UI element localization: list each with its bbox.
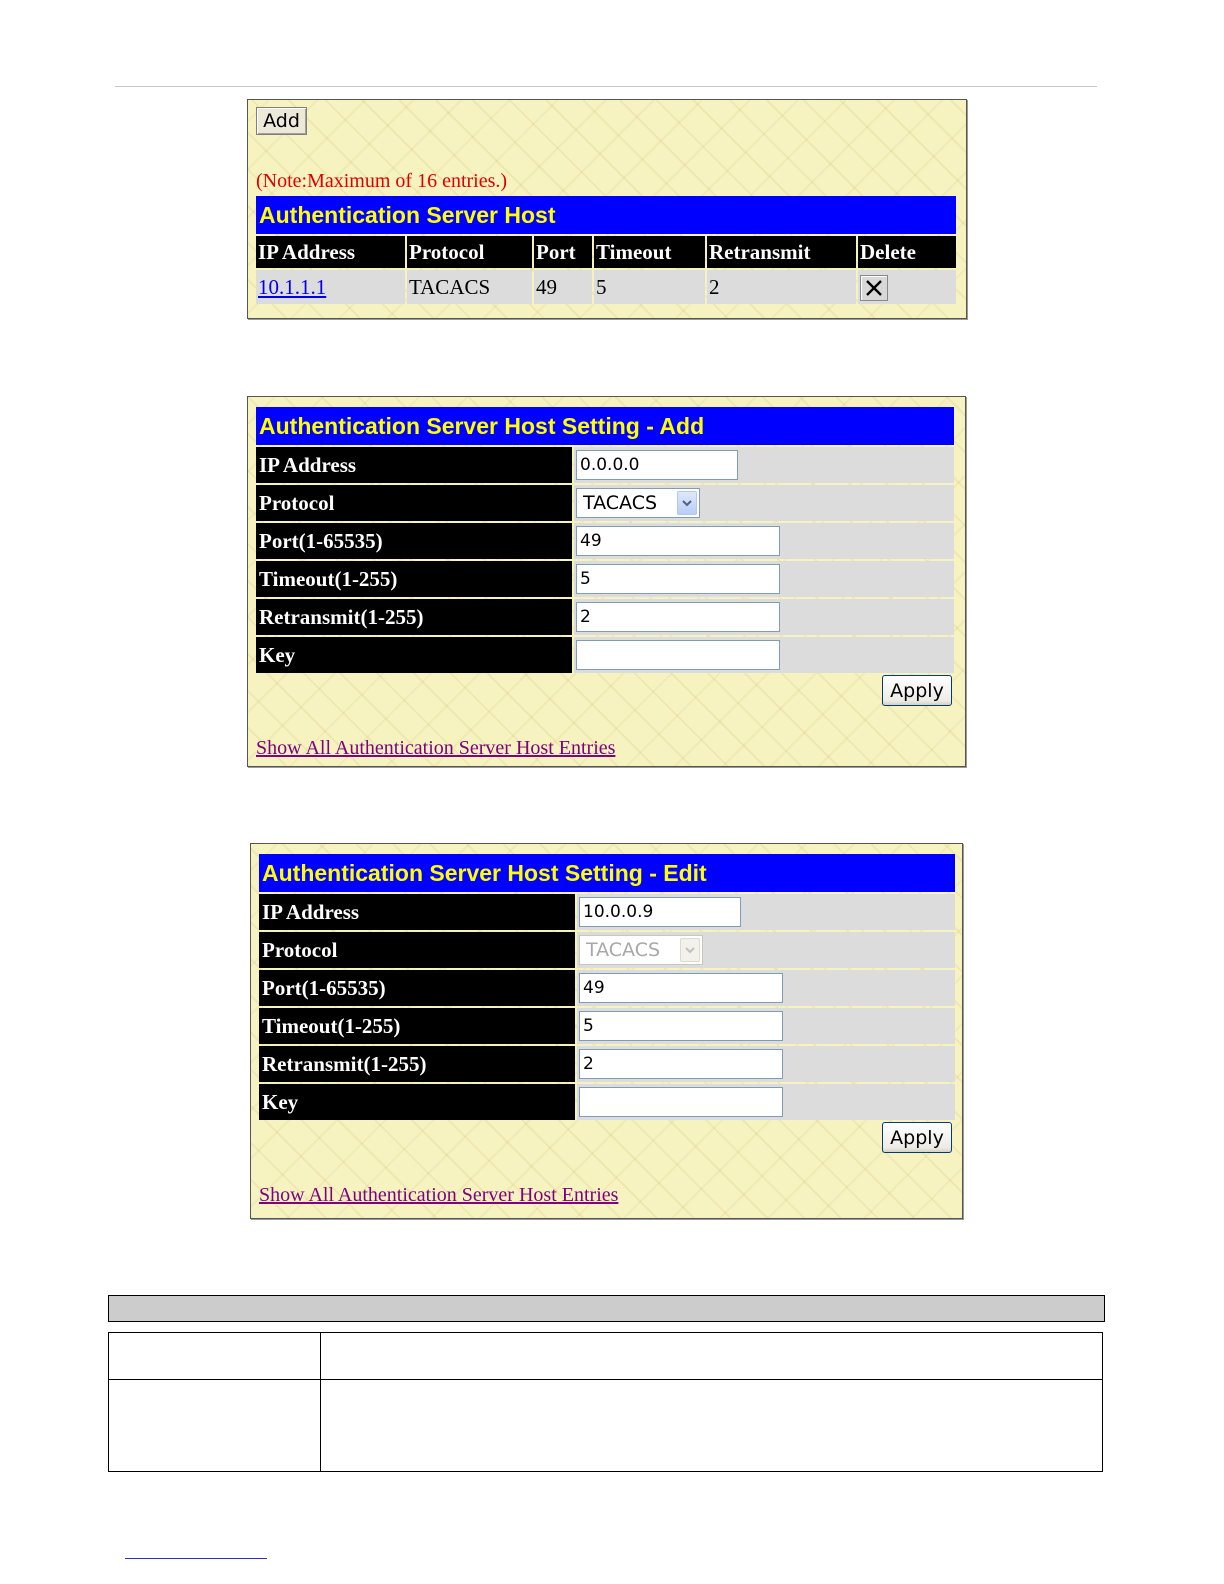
add-panel-title: Authentication Server Host Setting - Add [256, 407, 954, 445]
protocol-selected-value: TACACS [586, 939, 661, 961]
apply-button[interactable]: Apply [882, 675, 952, 706]
retransmit-row [259, 1046, 955, 1082]
timeout-input[interactable] [576, 564, 780, 594]
parameter-table-row-divider [109, 1379, 1102, 1380]
table-row [256, 270, 956, 304]
retransmit-input[interactable] [579, 1049, 783, 1079]
key-row [256, 637, 954, 673]
col-ip-address: IP Address [256, 236, 405, 268]
host-port: 49 [534, 270, 592, 304]
timeout-row [259, 1008, 955, 1044]
protocol-label: Protocol [259, 932, 575, 968]
key-label: Key [259, 1084, 575, 1120]
retransmit-row [256, 599, 954, 635]
col-protocol: Protocol [407, 236, 532, 268]
delete-x-icon [865, 279, 883, 297]
apply-button[interactable]: Apply [882, 1122, 952, 1153]
parameter-table-column-divider [320, 1333, 321, 1471]
timeout-label: Timeout(1-255) [259, 1008, 575, 1044]
protocol-select[interactable] [576, 488, 700, 518]
ip-address-row [256, 447, 954, 483]
show-all-entries-link[interactable]: Show All Authentication Server Host Entries [259, 1184, 619, 1206]
col-retransmit: Retransmit [707, 236, 856, 268]
host-protocol: TACACS [407, 270, 532, 304]
add-button[interactable]: Add [256, 107, 307, 135]
port-input[interactable] [576, 526, 780, 556]
parameter-table-header [108, 1295, 1105, 1322]
delete-button[interactable] [860, 275, 888, 301]
header-rule [115, 86, 1097, 87]
max-entries-note: (Note:Maximum of 16 entries.) [256, 170, 508, 192]
footer-link-rule [125, 1558, 267, 1559]
col-timeout: Timeout [594, 236, 705, 268]
edit-panel-title: Authentication Server Host Setting - Edit [259, 854, 955, 892]
ip-address-label: IP Address [259, 894, 575, 930]
protocol-row [256, 485, 954, 521]
port-label: Port(1-65535) [259, 970, 575, 1006]
col-port: Port [534, 236, 592, 268]
list-table-title: Authentication Server Host [256, 196, 956, 234]
protocol-select-disabled [579, 935, 703, 965]
parameter-table [108, 1332, 1103, 1472]
auth-server-host-list-panel [247, 99, 967, 319]
auth-server-host-edit-panel [250, 843, 963, 1219]
chevron-down-icon [680, 938, 700, 962]
port-row [259, 970, 955, 1006]
ip-address-input[interactable] [576, 450, 738, 480]
col-delete: Delete [858, 236, 956, 268]
retransmit-input[interactable] [576, 602, 780, 632]
show-all-entries-link[interactable]: Show All Authentication Server Host Entries [256, 737, 616, 759]
retransmit-label: Retransmit(1-255) [259, 1046, 575, 1082]
key-row [259, 1084, 955, 1120]
host-retransmit: 2 [707, 270, 856, 304]
auth-server-host-add-panel [247, 396, 966, 767]
port-label: Port(1-65535) [256, 523, 572, 559]
timeout-label: Timeout(1-255) [256, 561, 572, 597]
key-input[interactable] [579, 1087, 783, 1117]
chevron-down-icon[interactable] [677, 491, 697, 515]
key-input[interactable] [576, 640, 780, 670]
ip-address-row [259, 894, 955, 930]
timeout-row [256, 561, 954, 597]
table-header-row [256, 236, 956, 268]
port-input[interactable] [579, 973, 783, 1003]
ip-address-input[interactable] [579, 897, 741, 927]
host-ip-link[interactable]: 10.1.1.1 [258, 274, 327, 299]
protocol-label: Protocol [256, 485, 572, 521]
protocol-row [259, 932, 955, 968]
timeout-input[interactable] [579, 1011, 783, 1041]
key-label: Key [256, 637, 572, 673]
auth-server-host-table [254, 234, 958, 306]
port-row [256, 523, 954, 559]
host-timeout: 5 [594, 270, 705, 304]
protocol-selected-value: TACACS [583, 492, 658, 514]
ip-address-label: IP Address [256, 447, 572, 483]
retransmit-label: Retransmit(1-255) [256, 599, 572, 635]
